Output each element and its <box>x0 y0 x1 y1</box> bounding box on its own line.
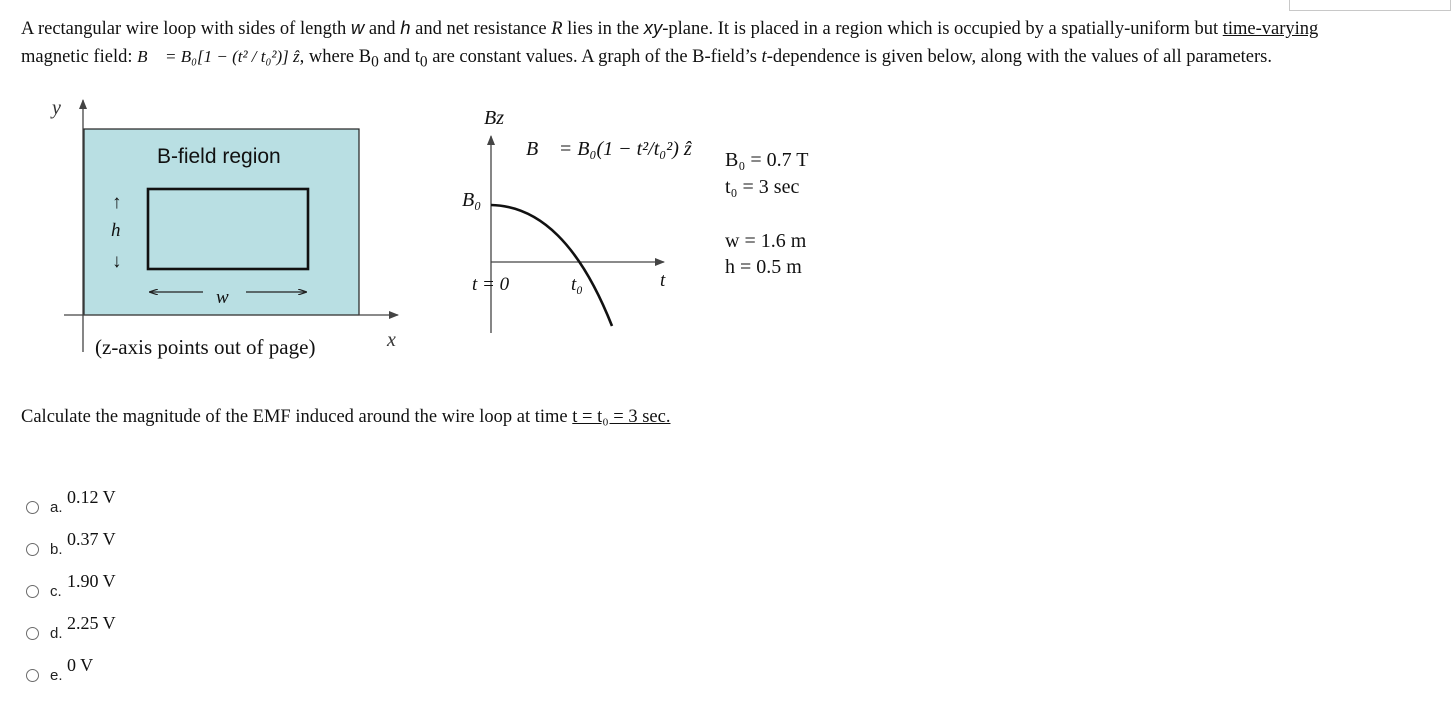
h-up-arrow: ↑ <box>112 192 122 213</box>
option-b[interactable] <box>26 529 266 571</box>
option-b-letter: b. <box>50 541 63 558</box>
question-text <box>21 404 670 430</box>
option-a-radio[interactable] <box>26 501 39 514</box>
param-t0: t₀ = 3 sec <box>725 176 800 198</box>
problem-statement <box>21 14 1431 76</box>
graph-t-origin-label: t = 0 <box>472 274 510 295</box>
field-equation: B⃗ = B₀[1 − (t² / t₀²)] ẑ <box>137 47 300 66</box>
graph-equation: B⃗ = B₀(1 − t²/t₀²) ẑ <box>526 138 692 160</box>
symbol-t: t <box>761 47 767 67</box>
option-e-value: 0 V <box>67 655 94 675</box>
option-a[interactable] <box>26 487 266 529</box>
option-d[interactable] <box>26 613 266 655</box>
answer-options <box>26 487 266 697</box>
time-varying-text: time-varying <box>1222 19 1319 39</box>
question-time: t = t₀ = 3 sec. <box>572 407 671 427</box>
t0-subscript: 0 <box>419 53 428 71</box>
graph-t0-label: t₀ <box>571 274 583 295</box>
option-e-radio[interactable] <box>26 669 39 682</box>
problem-text-3: and net resistance <box>410 19 552 39</box>
problem-text-9: are constant values. A graph of the B-field’s <box>427 47 762 67</box>
corner-panel-edge <box>1289 0 1451 11</box>
problem-text-4: lies in the <box>562 19 644 39</box>
problem-text-7: , where B <box>299 47 372 67</box>
problem-text-8: and t <box>378 47 420 67</box>
w-label: w <box>216 287 229 308</box>
problem-text-6: magnetic field: <box>21 47 138 67</box>
option-a-value: 0.12 V <box>67 487 116 507</box>
b-field-curve <box>491 205 612 326</box>
option-d-value: 2.25 V <box>67 613 116 633</box>
problem-text-5: -plane. It is placed in a region which is occupied by a spatially-uniform but <box>662 19 1223 39</box>
graph-y-label: Bz <box>484 107 504 129</box>
option-b-value: 0.37 V <box>67 529 116 549</box>
option-b-radio[interactable] <box>26 543 39 556</box>
option-d-letter: d. <box>50 625 63 642</box>
region-label: B-field region <box>157 145 281 168</box>
symbol-w: w <box>350 17 365 38</box>
graph-b0-label: B₀ <box>462 189 482 211</box>
option-a-letter: a. <box>50 499 63 516</box>
b0-subscript: 0 <box>371 53 379 71</box>
symbol-h: h <box>400 17 411 38</box>
option-e-letter: e. <box>50 667 63 684</box>
x-axis-label: x <box>387 329 396 351</box>
figure-svg <box>0 80 900 380</box>
problem-text-1: A rectangular wire loop with sides of length <box>21 19 351 39</box>
z-axis-note: (z-axis points out of page) <box>95 335 316 359</box>
question-body: Calculate the magnitude of the EMF induced around the wire loop at time <box>21 407 573 427</box>
option-c[interactable] <box>26 571 266 613</box>
problem-figure <box>0 80 900 380</box>
param-b0: B₀ = 0.7 T <box>725 149 809 171</box>
option-c-value: 1.90 V <box>67 571 116 591</box>
option-e[interactable] <box>26 655 266 697</box>
option-c-letter: c. <box>50 583 62 600</box>
option-d-radio[interactable] <box>26 627 39 640</box>
graph-t-label: t <box>660 270 666 291</box>
problem-text-2: and <box>364 19 401 39</box>
option-c-radio[interactable] <box>26 585 39 598</box>
symbol-r: R <box>551 19 563 39</box>
symbol-xy: xy <box>643 17 663 38</box>
y-axis-label: y <box>52 97 61 119</box>
problem-text-10: -dependence is given below, along with the values of all parameters. <box>766 47 1273 67</box>
param-h: h = 0.5 m <box>725 256 802 278</box>
h-down-arrow: ↓ <box>112 251 122 272</box>
param-w: w = 1.6 m <box>725 230 807 252</box>
h-label: h <box>111 220 121 241</box>
